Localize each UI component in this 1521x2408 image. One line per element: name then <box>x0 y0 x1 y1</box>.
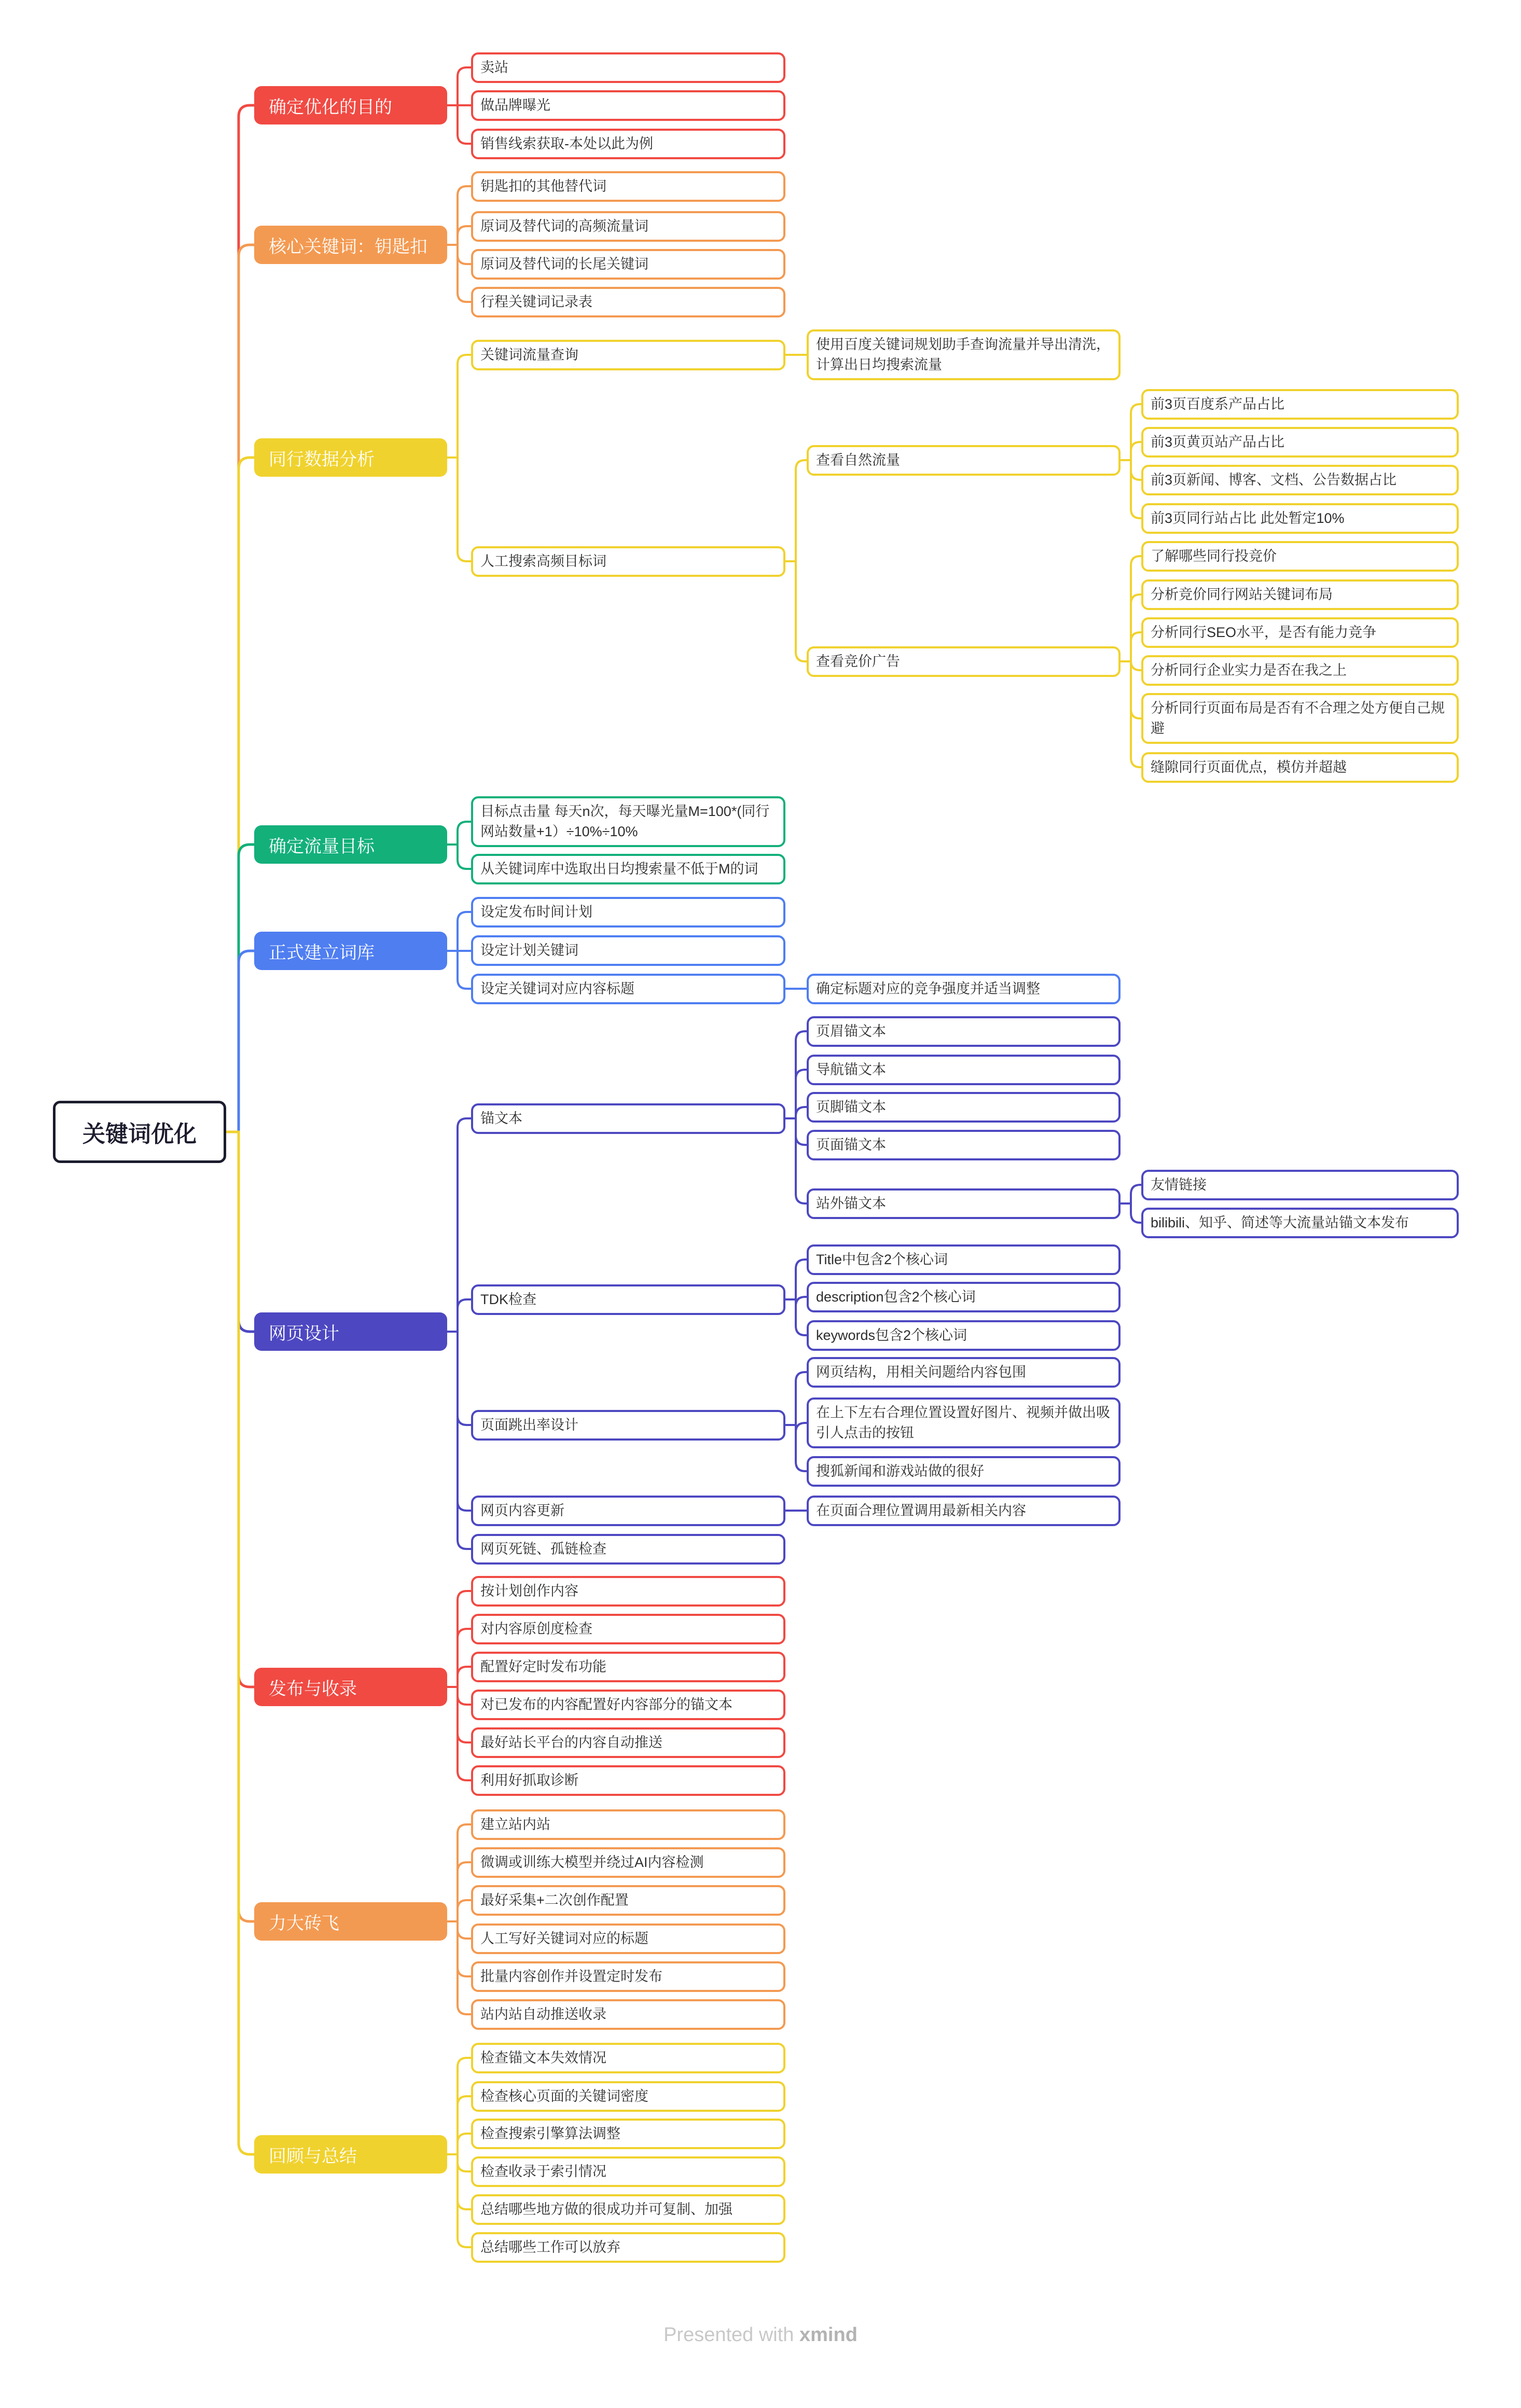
detail-3-2-2-3[interactable]: 分析同行SEO水平，是否有能力竞争 <box>1141 617 1459 648</box>
detail-3-2-1-2[interactable]: 前3页黄页站产品占比 <box>1141 427 1459 458</box>
connector <box>226 1132 254 1921</box>
topic-2-2[interactable]: 原词及替代词的高频流量词 <box>471 211 785 242</box>
topic-5-2[interactable]: 设定计划关键词 <box>471 935 785 966</box>
detail-3-2-2-1[interactable]: 了解哪些同行投竞价 <box>1141 541 1459 572</box>
connector <box>447 1332 471 1549</box>
subtopic-6-2-3[interactable]: keywords包含2个核心词 <box>807 1320 1121 1351</box>
branch-6[interactable]: 网页设计 <box>254 1312 447 1351</box>
topic-2-4[interactable]: 行程关键词记录表 <box>471 287 785 317</box>
connector <box>447 105 471 144</box>
topic-9-4[interactable]: 检查收录于索引情况 <box>471 2156 785 2187</box>
connector <box>447 67 471 105</box>
topic-6-3[interactable]: 页面跳出率设计 <box>471 1410 785 1441</box>
branch-3[interactable]: 同行数据分析 <box>254 438 447 477</box>
topic-8-4[interactable]: 人工写好关键词对应的标题 <box>471 1923 785 1954</box>
connector <box>447 1900 471 1921</box>
connector <box>447 1824 471 1921</box>
connector <box>447 822 471 845</box>
detail-3-2-2-6[interactable]: 缝隙同行页面优点，模仿并超越 <box>1141 752 1459 783</box>
connector <box>226 951 254 1132</box>
topic-2-3[interactable]: 原词及替代词的长尾关键词 <box>471 249 785 280</box>
connector <box>447 1332 471 1425</box>
connector <box>226 1132 254 2154</box>
connector <box>1121 1185 1141 1203</box>
connector <box>226 245 254 1132</box>
subtopic-3-2-1[interactable]: 查看自然流量 <box>807 445 1121 476</box>
detail-3-2-2-5[interactable]: 分析同行页面布局是否有不合理之处方便自己规避 <box>1141 693 1459 744</box>
connector <box>447 2154 471 2171</box>
topic-4-1[interactable]: 目标点击量 每天n次，每天曝光量M=100*(同行网站数量+1）÷10%÷10% <box>471 796 785 847</box>
subtopic-6-1-2[interactable]: 导航锚文本 <box>807 1055 1121 1085</box>
topic-1-2[interactable]: 做品牌曝光 <box>471 90 785 121</box>
detail-3-2-1-1[interactable]: 前3页百度系产品占比 <box>1141 389 1459 420</box>
connector <box>447 1921 471 1976</box>
detail-3-2-1-4[interactable]: 前3页同行站占比 此处暂定10% <box>1141 503 1459 534</box>
subtopic-6-1-5[interactable]: 站外锚文本 <box>807 1188 1121 1219</box>
subtopic-3-1-1[interactable]: 使用百度关键词规划助手查询流量并导出清洗，计算出日均搜索流量 <box>807 329 1121 380</box>
topic-8-2[interactable]: 微调或训练大模型并绕过AI内容检测 <box>471 1847 785 1878</box>
connector <box>447 458 471 561</box>
topic-3-1[interactable]: 关键词流量查询 <box>471 340 785 370</box>
subtopic-6-1-1[interactable]: 页眉锚文本 <box>807 1016 1121 1047</box>
connector <box>447 245 471 302</box>
topic-5-1[interactable]: 设定发布时间计划 <box>471 897 785 928</box>
subtopic-6-3-1[interactable]: 网页结构，用相关问题给内容包围 <box>807 1357 1121 1388</box>
detail-3-2-2-2[interactable]: 分析竞价同行网站关键词布局 <box>1141 579 1459 610</box>
topic-6-5[interactable]: 网页死链、孤链检查 <box>471 1534 785 1565</box>
connector <box>447 2154 471 2209</box>
connector <box>447 1667 471 1687</box>
subtopic-3-2-2[interactable]: 查看竞价广告 <box>807 646 1121 677</box>
xmind-logo: xmind <box>799 2324 858 2346</box>
connector <box>447 226 471 245</box>
connector <box>447 245 471 264</box>
connector <box>447 845 471 869</box>
topic-9-5[interactable]: 总结哪些地方做的很成功并可复制、加强 <box>471 2194 785 2225</box>
topic-8-1[interactable]: 建立站内站 <box>471 1809 785 1840</box>
topic-7-4[interactable]: 对已发布的内容配置好内容部分的锚文本 <box>471 1690 785 1720</box>
subtopic-6-2-2[interactable]: description包含2个核心词 <box>807 1282 1121 1312</box>
topic-7-6[interactable]: 利用好抓取诊断 <box>471 1765 785 1796</box>
connector <box>1121 661 1141 767</box>
connector <box>447 1687 471 1705</box>
topic-7-1[interactable]: 按计划创作内容 <box>471 1576 785 1607</box>
detail-6-1-5-1[interactable]: 友情链接 <box>1141 1170 1459 1200</box>
branch-9[interactable]: 回顾与总结 <box>254 2135 447 2174</box>
topic-3-2[interactable]: 人工搜索高频目标词 <box>471 546 785 577</box>
connector <box>1121 460 1141 518</box>
connector <box>1121 1203 1141 1223</box>
credit-prefix: Presented with <box>663 2324 799 2346</box>
connector <box>447 1862 471 1921</box>
subtopic-6-1-4[interactable]: 页面锚文本 <box>807 1130 1121 1160</box>
topic-9-1[interactable]: 检查锚文本失效情况 <box>471 2043 785 2073</box>
connector <box>226 458 254 1132</box>
branch-4[interactable]: 确定流量目标 <box>254 825 447 864</box>
branch-5[interactable]: 正式建立词库 <box>254 932 447 970</box>
topic-7-3[interactable]: 配置好定时发布功能 <box>471 1652 785 1682</box>
detail-3-2-1-3[interactable]: 前3页新闻、博客、文档、公告数据占比 <box>1141 465 1459 495</box>
connector <box>785 1118 807 1203</box>
connector <box>447 1591 471 1687</box>
connector <box>447 1687 471 1742</box>
topic-4-2[interactable]: 从关键词库中选取出日均搜索量不低于M的词 <box>471 854 785 884</box>
topic-9-6[interactable]: 总结哪些工作可以放弃 <box>471 2232 785 2263</box>
connector <box>1121 632 1141 661</box>
subtopic-6-3-3[interactable]: 搜狐新闻和游戏站做的很好 <box>807 1456 1121 1487</box>
topic-6-2[interactable]: TDK检查 <box>471 1284 785 1315</box>
subtopic-6-2-1[interactable]: Title中包含2个核心词 <box>807 1244 1121 1275</box>
topic-5-3[interactable]: 设定关键词对应内容标题 <box>471 974 785 1004</box>
connector <box>785 561 807 661</box>
detail-6-1-5-2[interactable]: bilibili、知乎、简述等大流量站锚文本发布 <box>1141 1208 1459 1238</box>
connector <box>447 1921 471 1939</box>
topic-1-3[interactable]: 销售线索获取-本处以此为例 <box>471 129 785 159</box>
connector <box>785 460 807 561</box>
connector <box>785 1425 807 1471</box>
connector <box>226 1132 254 1687</box>
branch-8[interactable]: 力大砖飞 <box>254 1902 447 1941</box>
branch-7[interactable]: 发布与收录 <box>254 1668 447 1706</box>
topic-8-6[interactable]: 站内站自动推送收录 <box>471 1999 785 2030</box>
connector <box>447 912 471 951</box>
subtopic-6-1-3[interactable]: 页脚锚文本 <box>807 1092 1121 1123</box>
topic-6-1[interactable]: 锚文本 <box>471 1103 785 1134</box>
xmind-credit <box>0 2324 1521 2346</box>
topic-9-2[interactable]: 检查核心页面的关键词密度 <box>471 2081 785 2112</box>
connector <box>226 1132 254 1332</box>
connector <box>785 1260 807 1299</box>
connector <box>447 186 471 245</box>
topic-7-5[interactable]: 最好站长平台的内容自动推送 <box>471 1727 785 1758</box>
connector <box>447 2058 471 2154</box>
connector <box>785 1372 807 1425</box>
topic-8-3[interactable]: 最好采集+二次创作配置 <box>471 1885 785 1916</box>
connector <box>447 1299 471 1332</box>
connector <box>447 951 471 989</box>
topic-1-1[interactable]: 卖站 <box>471 52 785 83</box>
connector <box>447 2096 471 2154</box>
branch-2[interactable]: 核心关键词：钥匙扣 <box>254 226 447 264</box>
branch-1[interactable]: 确定优化的目的 <box>254 86 447 124</box>
subtopic-5-3-1[interactable]: 确定标题对应的竞争强度并适当调整 <box>807 974 1121 1004</box>
connector <box>447 355 471 458</box>
connector <box>447 1629 471 1687</box>
connector <box>447 2134 471 2154</box>
connector <box>226 845 254 1132</box>
detail-3-2-2-4[interactable]: 分析同行企业实力是否在我之上 <box>1141 655 1459 686</box>
connector <box>785 1299 807 1335</box>
root-node[interactable]: 关键词优化 <box>53 1101 226 1163</box>
topic-8-5[interactable]: 批量内容创作并设置定时发布 <box>471 1961 785 1992</box>
topic-2-1[interactable]: 钥匙扣的其他替代词 <box>471 171 785 202</box>
topic-7-2[interactable]: 对内容原创度检查 <box>471 1614 785 1644</box>
topic-6-4[interactable]: 网页内容更新 <box>471 1496 785 1526</box>
subtopic-6-3-2[interactable]: 在上下左右合理位置设置好图片、视频并做出吸引人点击的按钮 <box>807 1397 1121 1448</box>
connector <box>226 105 254 1132</box>
topic-9-3[interactable]: 检查搜索引擎算法调整 <box>471 2119 785 2149</box>
subtopic-6-4-1[interactable]: 在页面合理位置调用最新相关内容 <box>807 1496 1121 1526</box>
